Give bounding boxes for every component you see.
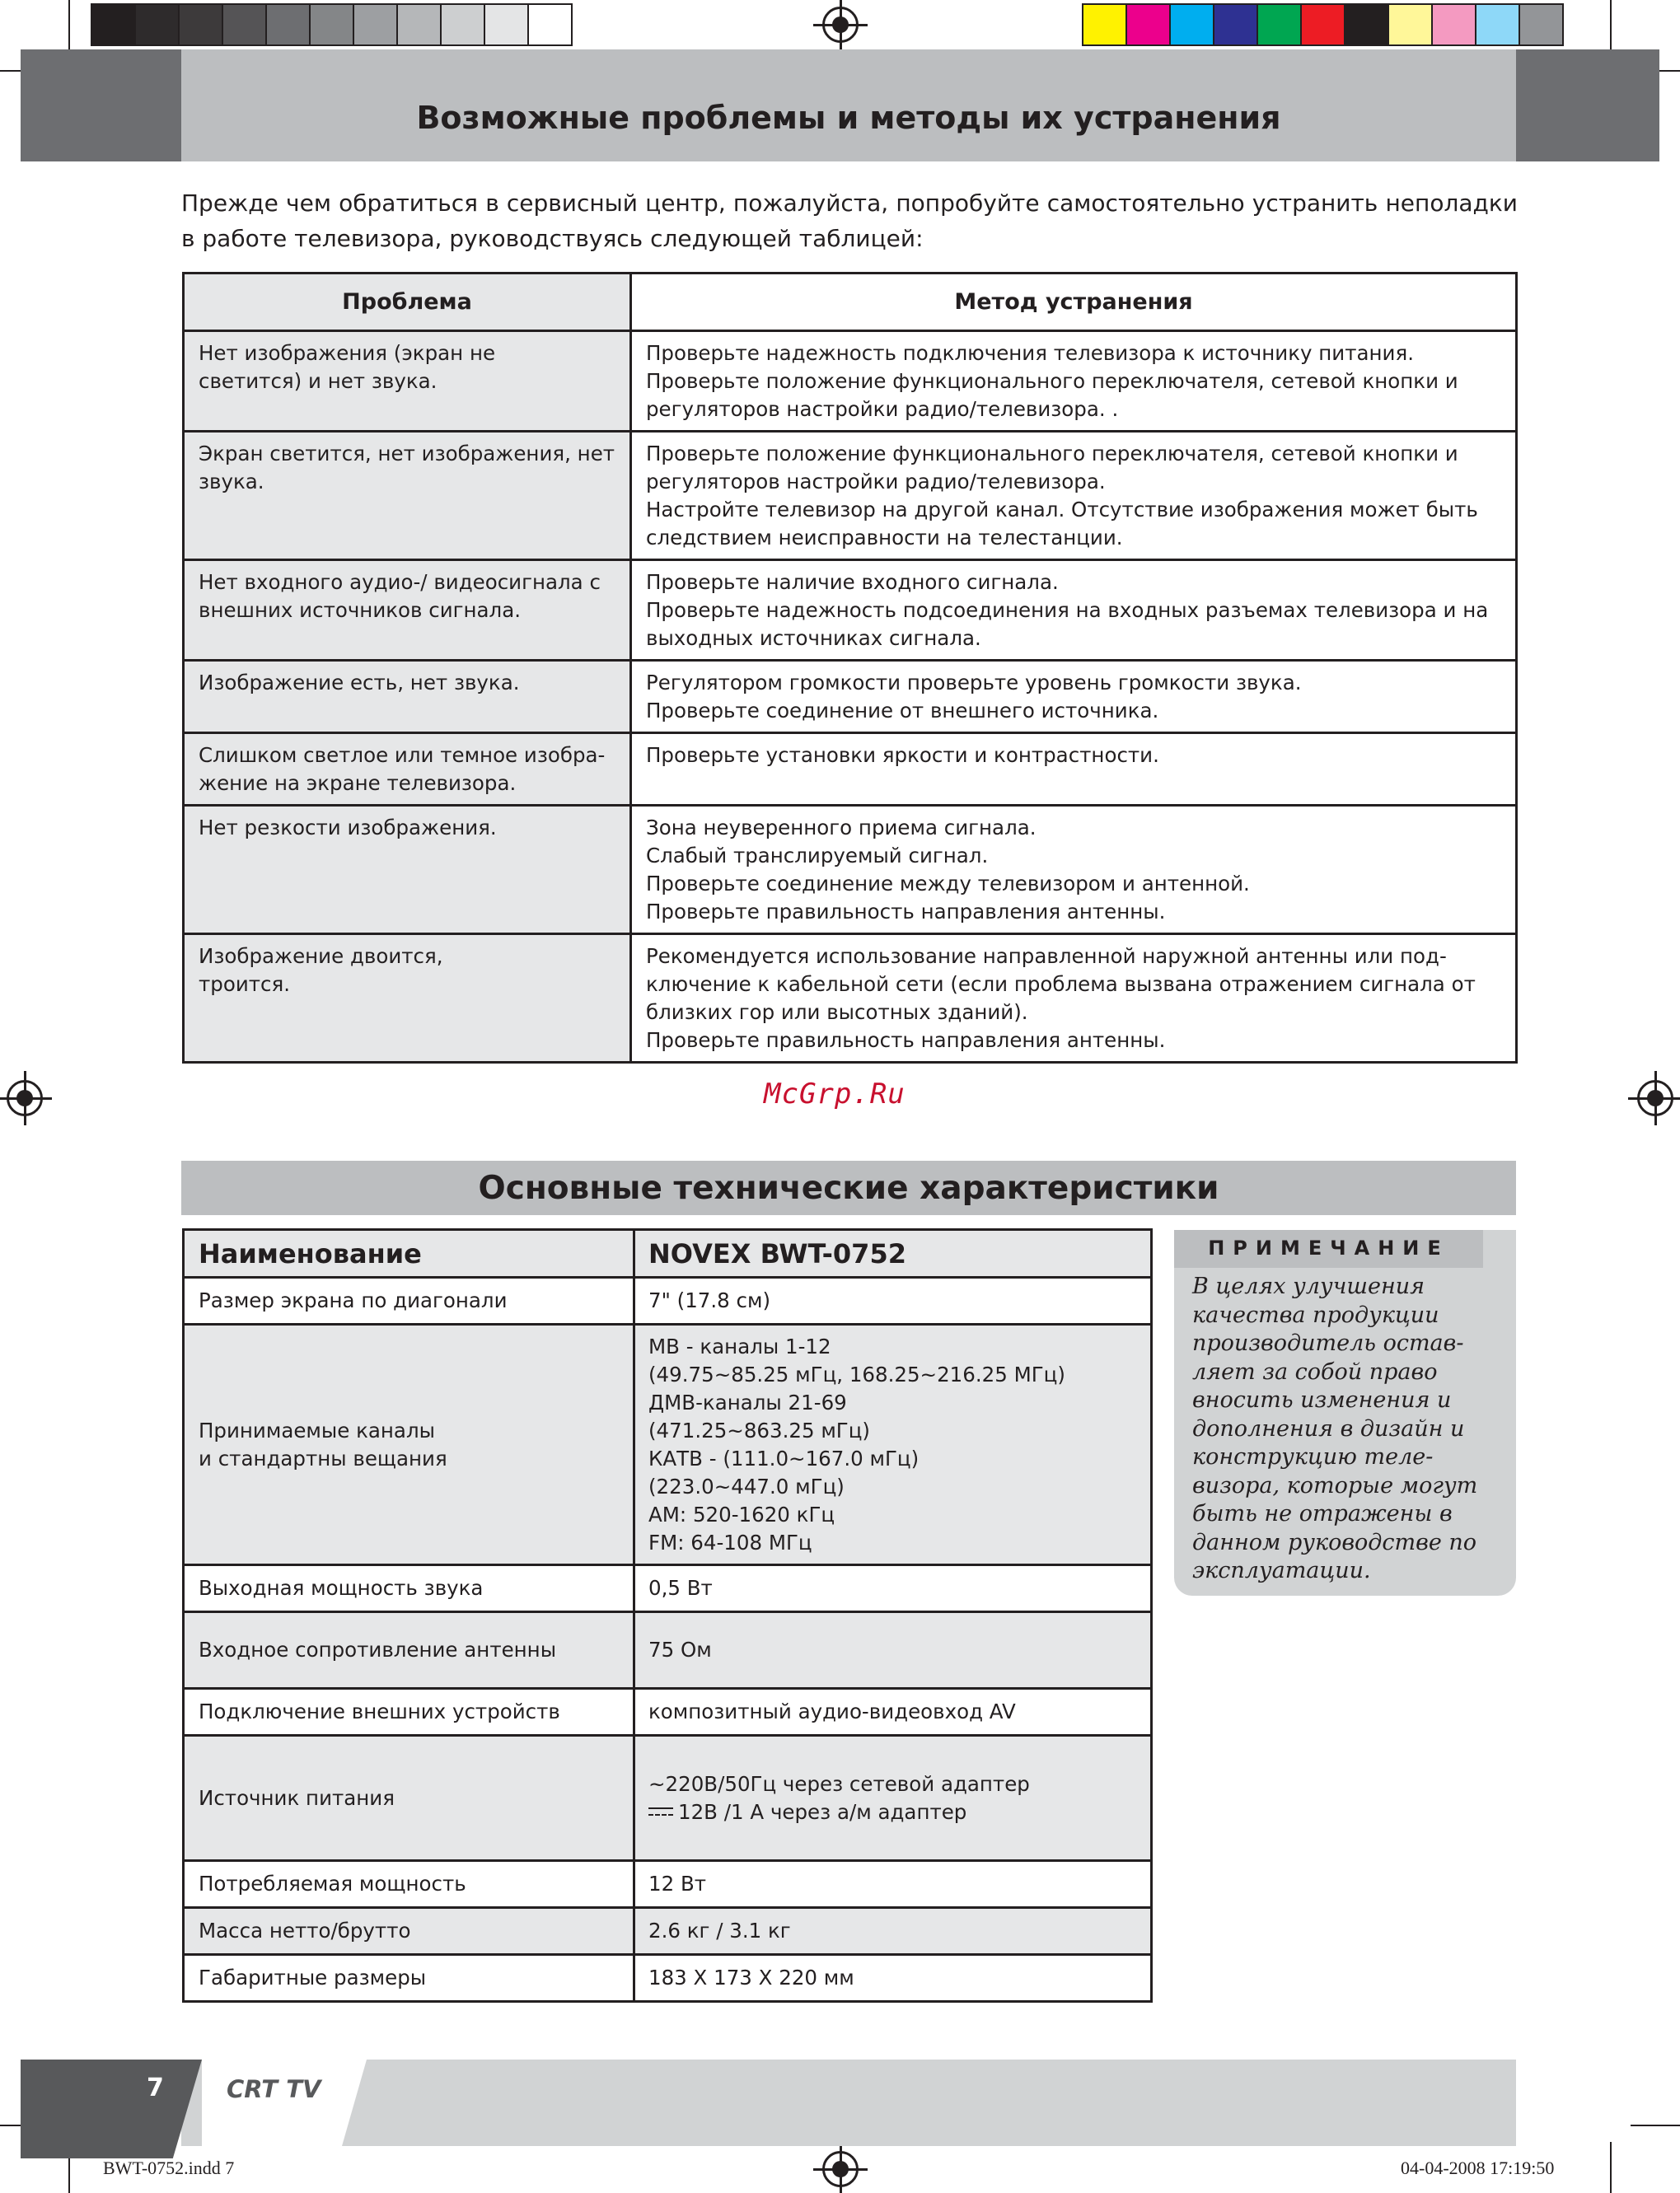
cell-text-line: ключение к кабельной сети (если проблема вызвана отражением сигнала от <box>646 972 1476 996</box>
color-swatch <box>1519 3 1564 46</box>
cell-text-line: 12В /1 А через а/м адаптер <box>648 1798 1136 1826</box>
table-row <box>184 806 1517 934</box>
note-line: данном руководстве по <box>1192 1529 1477 1555</box>
specifications-table <box>182 1228 1153 2003</box>
cell-text-line: выходных источниках сигнала. <box>646 626 981 650</box>
spec-name-cell <box>184 1612 634 1689</box>
table-row <box>184 1908 1152 1955</box>
cell-text-line: Проверьте соединение между телевизором и антенной. <box>646 872 1250 895</box>
method-cell <box>631 806 1517 934</box>
table-row <box>184 1565 1152 1612</box>
table-row <box>184 432 1517 560</box>
color-swatch <box>134 3 180 46</box>
problem-cell <box>184 661 631 733</box>
note-title: ПРИМЕЧАНИЕ <box>1208 1237 1449 1260</box>
spec-name-cell <box>184 1955 634 2002</box>
spec-value-cell <box>634 1689 1152 1736</box>
specs-title: Основные технические характеристики <box>181 1161 1516 1215</box>
cell-text-line: Слишком светлое или темное изобра- <box>199 743 606 767</box>
method-cell <box>631 934 1517 1063</box>
cell-text-line: (471.25~863.25 мГц) <box>648 1418 870 1443</box>
cell-text-line: 0,5 Вт <box>648 1576 713 1600</box>
cell-text-line: внешних источников сигнала. <box>199 598 522 622</box>
cell-text-line: Нет резкости изображения. <box>199 816 497 839</box>
cell-text-line: регуляторов настройки радио/телевизора. . <box>646 397 1119 421</box>
color-swatch <box>396 3 442 46</box>
color-swatch <box>309 3 354 46</box>
note-line: вносить изменения и <box>1192 1387 1452 1413</box>
troubleshooting-table <box>182 272 1518 1064</box>
spec-name-cell <box>184 1325 634 1565</box>
problem-cell <box>184 560 631 661</box>
cell-text-line: Изображение двоится, <box>199 944 443 968</box>
problem-cell <box>184 934 631 1063</box>
color-swatch <box>353 3 398 46</box>
page-number: 7 <box>147 2074 164 2102</box>
cell-text-line: троится. <box>199 972 291 996</box>
cell-text-line: AM: 520-1620 кГц <box>648 1502 835 1527</box>
crop-mark <box>1610 0 1612 51</box>
problem-cell <box>184 733 631 806</box>
registration-mark-icon <box>822 7 859 43</box>
color-swatch <box>1213 3 1258 46</box>
spec-name-cell <box>184 1861 634 1908</box>
slug-timestamp: 04-04-2008 17:19:50 <box>1401 2158 1555 2178</box>
cell-text-line: ДМВ-каналы 21-69 <box>648 1390 847 1414</box>
note-line: В целях улучшения <box>1192 1274 1425 1299</box>
cell-text-line: 75 Ом <box>648 1638 712 1662</box>
watermark: McGrp.Ru <box>764 1078 906 1111</box>
color-swatch <box>440 3 485 46</box>
color-swatch <box>527 3 573 46</box>
cell-text-line: Экран светится, нет изображения, нет <box>199 442 615 465</box>
spec-value-cell <box>634 1736 1152 1861</box>
cell-text-line: Проверьте правильность направления антенны. <box>646 900 1166 923</box>
header-side-block-right <box>1516 49 1659 161</box>
note-line: ляет за собой право <box>1192 1358 1438 1385</box>
table-row <box>184 661 1517 733</box>
color-swatch <box>265 3 311 46</box>
cell-text-line: Проверьте правильность направления антенны. <box>646 1028 1166 1052</box>
cell-text-line: следствием неисправности на телестанции. <box>646 526 1123 549</box>
method-cell <box>631 331 1517 432</box>
cell-text-line: Проверьте установки яркости и контрастности. <box>646 743 1159 767</box>
cell-text-line: Рекомендуется использование направленной наружной антенны или под- <box>646 944 1447 968</box>
method-cell <box>631 432 1517 560</box>
registration-mark-icon <box>7 1080 43 1116</box>
spec-name-cell <box>184 1689 634 1736</box>
spec-name-cell <box>184 1908 634 1955</box>
table-row <box>184 934 1517 1063</box>
registration-mark-icon <box>822 2151 859 2187</box>
intro-paragraph: Прежде чем обратиться в сервисный центр, пожалуйста, попробуйте самостоятельно устранить неполадки в работе телевизора, руководствуясь следующей таблицей: <box>181 189 1518 252</box>
note-line: визора, которые могут <box>1192 1472 1478 1499</box>
page-title: Возможные проблемы и методы их устранения <box>181 49 1516 161</box>
method-cell <box>631 661 1517 733</box>
cell-text-line: Проверьте положение функционального переключателя, сетевой кнопки и <box>646 442 1458 465</box>
slug-file-name: BWT-0752.indd 7 <box>103 2158 235 2178</box>
cell-text-line: Проверьте наличие входного сигнала. <box>646 570 1059 594</box>
cell-text-line: Источник питания <box>199 1785 395 1810</box>
specs-name-header: Наименование <box>184 1230 634 1278</box>
cell-text-line: композитный аудио-видеовход AV <box>648 1700 1016 1723</box>
cell-text-line: близких гор или высотных зданий). <box>646 1000 1028 1024</box>
crop-mark <box>1631 2125 1680 2126</box>
cell-text-line: Нет входного аудио-/ видеосигнала с <box>199 570 601 594</box>
specs-header-row <box>184 1230 1152 1278</box>
spec-value-cell <box>634 1612 1152 1689</box>
note-line: эксплуатации. <box>1192 1558 1371 1583</box>
cell-text-line: Габаритные размеры <box>199 1966 427 1990</box>
table-row <box>184 331 1517 432</box>
problem-cell <box>184 432 631 560</box>
cell-text-line: Зона неуверенного приема сигнала. <box>646 816 1037 839</box>
note-line: дополнения в дизайн и <box>1192 1415 1465 1442</box>
cell-text-line: Регулятором громкости проверьте уровень громкости звука. <box>646 671 1302 694</box>
table-row <box>184 560 1517 661</box>
table-row <box>184 1689 1152 1736</box>
spec-value-cell <box>634 1325 1152 1565</box>
dc-symbol-icon <box>648 1807 673 1819</box>
cell-text-line: Слабый транслируемый сигнал. <box>646 844 989 867</box>
cell-text-line: регуляторов настройки радио/телевизора. <box>646 470 1106 493</box>
cell-text-line: Настройте телевизор на другой канал. Отсутствие изображения может быть <box>646 498 1478 521</box>
color-swatch <box>1475 3 1520 46</box>
cell-text-line: Изображение есть, нет звука. <box>199 671 520 694</box>
color-swatch <box>1431 3 1476 46</box>
cell-text-line: Подключение внешних устройств <box>199 1700 560 1723</box>
cell-text-line: Принимаемые каналы <box>199 1418 435 1443</box>
note-text <box>1192 1273 1509 1586</box>
table-header-row <box>184 274 1517 331</box>
spec-name-cell <box>184 1278 634 1325</box>
cell-text-line: Входное сопротивление антенны <box>199 1638 557 1662</box>
color-swatch <box>91 3 136 46</box>
cell-text-line: КАТВ - (111.0~167.0 мГц) <box>648 1446 920 1471</box>
table-row <box>184 1955 1152 2002</box>
table-row <box>184 1278 1152 1325</box>
cell-text-line: (223.0~447.0 мГц) <box>648 1474 845 1499</box>
cell-text-line: жение на экране телевизора. <box>199 771 517 795</box>
spec-value-cell <box>634 1861 1152 1908</box>
footer-label: CRT TV <box>227 2075 321 2103</box>
table-row <box>184 733 1517 806</box>
method-column-header: Метод устранения <box>631 274 1517 331</box>
color-swatch <box>1082 3 1127 46</box>
cell-text-line: 7" (17.8 см) <box>648 1288 771 1312</box>
table-row <box>184 1325 1152 1565</box>
method-cell <box>631 560 1517 661</box>
method-cell <box>631 733 1517 806</box>
cell-text-line: 12 Вт <box>648 1872 707 1896</box>
table-row <box>184 1612 1152 1689</box>
color-swatch <box>1344 3 1389 46</box>
color-swatch <box>222 3 267 46</box>
spec-name-cell <box>184 1736 634 1861</box>
spec-name-cell <box>184 1565 634 1612</box>
spec-value-cell <box>634 1565 1152 1612</box>
color-swatch <box>1388 3 1433 46</box>
problem-column-header: Проблема <box>184 274 631 331</box>
note-line: качества продукции <box>1192 1302 1439 1328</box>
cell-text-line: 183 Х 173 Х 220 мм <box>648 1966 854 1990</box>
header-side-block-left <box>21 49 181 161</box>
cell-text-line: 2.6 кг / 3.1 кг <box>648 1919 791 1943</box>
color-swatch <box>1300 3 1345 46</box>
problem-cell <box>184 331 631 432</box>
gray-color-bar <box>91 3 571 46</box>
color-swatch <box>1125 3 1171 46</box>
cell-text-line: Нет изображения (экран не <box>199 341 496 365</box>
footer-band <box>181 2060 1516 2146</box>
cell-text-line: (49.75~85.25 мГц, 168.25~216.25 МГц) <box>648 1362 1065 1386</box>
note-line: быть не отражены в <box>1192 1501 1453 1527</box>
cell-text-line: ~220В/50Гц через сетевой адаптер <box>648 1771 1030 1796</box>
spec-value-cell <box>634 1955 1152 2002</box>
cell-text-line: Масса нетто/брутто <box>199 1919 411 1943</box>
cell-text-line: светится) и нет звука. <box>199 369 438 393</box>
crop-mark <box>68 0 70 51</box>
spec-value-cell <box>634 1278 1152 1325</box>
cell-text-line: Проверьте соединение от внешнего источника. <box>646 699 1159 722</box>
cell-text-line: Размер экрана по диагонали <box>199 1288 508 1312</box>
color-swatch <box>484 3 529 46</box>
note-box <box>1174 1230 1516 1596</box>
cell-text-line: Потребляемая мощность <box>199 1872 466 1896</box>
registration-mark-icon <box>1637 1080 1673 1116</box>
cell-text-line: FM: 64-108 МГц <box>648 1530 812 1555</box>
problem-cell <box>184 806 631 934</box>
spec-value-cell <box>634 1908 1152 1955</box>
cell-text-line: Проверьте надежность подключения телевизора к источнику питания. <box>646 341 1414 365</box>
color-swatch <box>1256 3 1302 46</box>
color-swatch <box>178 3 223 46</box>
cell-text-line: Проверьте положение функционального переключателя, сетевой кнопки и <box>646 369 1458 393</box>
crop-mark <box>1610 2142 1612 2193</box>
cell-text-line: МВ - каналы 1-12 <box>648 1334 831 1358</box>
cell-text-line: звука. <box>199 470 264 493</box>
note-line: производитель остав- <box>1192 1330 1464 1356</box>
table-row <box>184 1861 1152 1908</box>
specs-model-header: NOVEX BWT-0752 <box>634 1230 1152 1278</box>
table-row <box>184 1736 1152 1861</box>
note-line: конструкцию теле- <box>1192 1444 1434 1470</box>
footer-page-block <box>21 2060 202 2158</box>
cell-text-line: и стандартны вещания <box>199 1446 447 1471</box>
color-swatch <box>1169 3 1214 46</box>
cell-text-line: Проверьте надежность подсоединения на входных разъемах телевизора и на <box>646 598 1489 622</box>
process-color-bar <box>1082 3 1562 46</box>
cell-text-line: Выходная мощность звука <box>199 1576 484 1600</box>
